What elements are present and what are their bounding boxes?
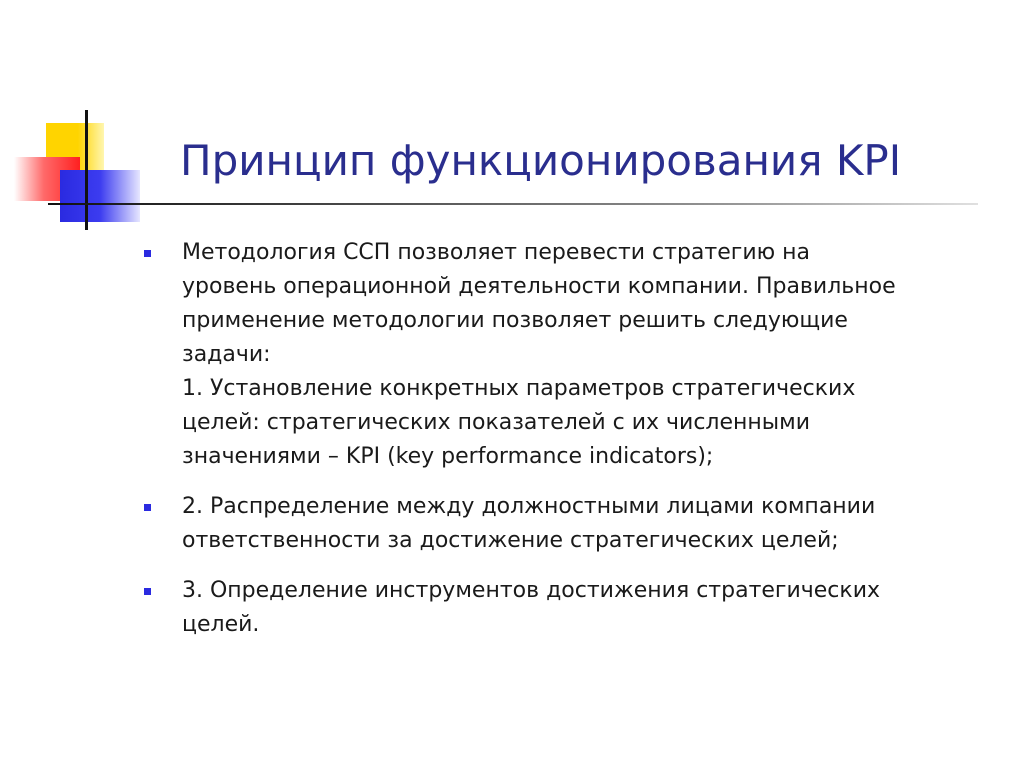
blue-square-icon	[60, 170, 140, 222]
bullet-text-line: 2. Распределение между должностными лицами компании	[182, 494, 876, 519]
vertical-line	[85, 110, 88, 230]
title-underline	[48, 203, 978, 205]
bullet-marker-icon	[144, 588, 151, 595]
bullet-text-line: задачи:	[182, 342, 271, 367]
bullet-item	[144, 574, 994, 642]
bullet-text-line: применение методологии позволяет решить следующие	[182, 308, 848, 333]
bullet-text-line: 1. Установление конкретных параметров стратегических	[182, 376, 856, 401]
bullet-text-line: 3. Определение инструментов достижения стратегических	[182, 578, 881, 603]
bullet-text-line: значениями – KPI (key performance indicators);	[182, 444, 714, 469]
bullet-text-line: ответственности за достижение стратегических целей;	[182, 528, 839, 553]
bullet-list	[144, 236, 994, 658]
slide-title: Принцип функционирования KPI	[180, 136, 902, 185]
bullet-text-line: уровень операционной деятельности компании. Правильное	[182, 274, 896, 299]
bullet-text-line: Методология ССП позволяет перевести стратегию на	[182, 240, 810, 265]
bullet-text-line: целей: стратегических показателей с их численными	[182, 410, 811, 435]
bullet-text-line: целей.	[182, 612, 260, 637]
bullet-marker-icon	[144, 504, 151, 511]
bullet-marker-icon	[144, 250, 151, 257]
bullet-item	[144, 490, 994, 558]
bullet-item	[144, 236, 994, 474]
